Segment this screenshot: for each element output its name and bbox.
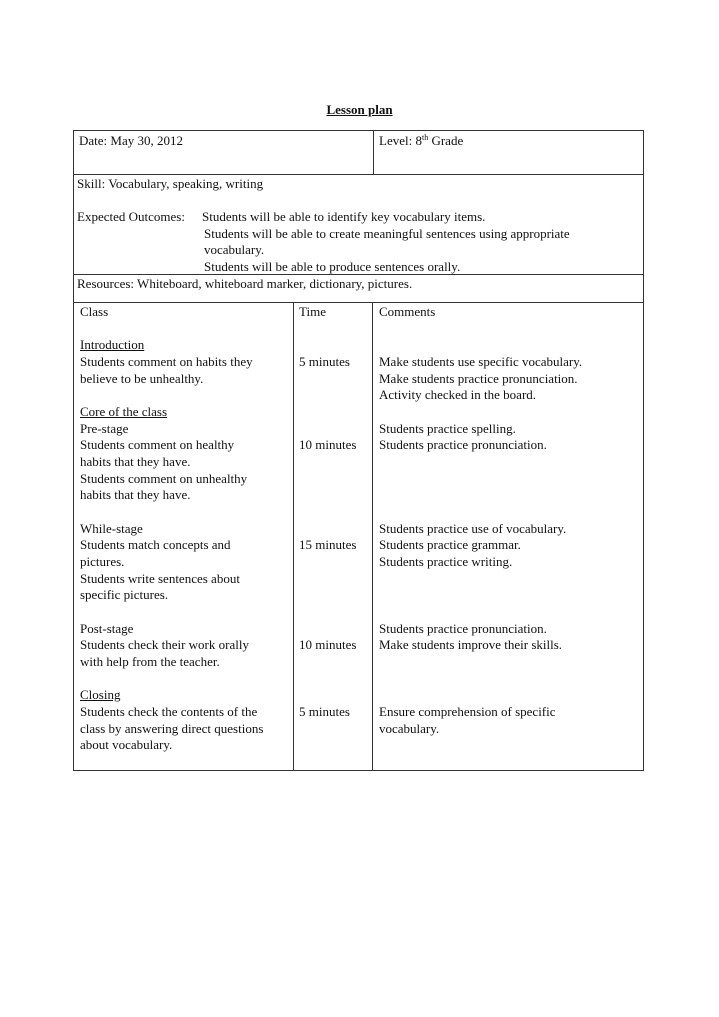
time-value: 15 minutes <box>299 537 357 552</box>
column-divider <box>293 302 294 770</box>
page-title: Lesson plan <box>326 102 393 117</box>
outcome-item: Students will be able to identify key vocabulary items. <box>202 209 486 224</box>
class-line: class by answering direct questions <box>80 721 264 736</box>
time-value: 10 minutes <box>299 437 357 452</box>
comment-line: vocabulary. <box>379 721 440 736</box>
class-line: habits that they have. <box>80 487 191 502</box>
column-divider <box>372 302 373 770</box>
outcome-item: Students will be able to create meaningful sentences using appropriate <box>204 226 570 241</box>
class-line: Students match concepts and <box>80 537 231 552</box>
class-line: Students check their work orally <box>80 637 249 652</box>
section-heading-introduction: Introduction <box>80 337 145 352</box>
lesson-resources: Resources: Whiteboard, whiteboard marker, dictionary, pictures. <box>77 276 413 291</box>
column-header-class: Class <box>80 304 109 319</box>
comment-line: Make students improve their skills. <box>379 637 563 652</box>
class-line: pictures. <box>80 554 125 569</box>
class-line: habits that they have. <box>80 454 191 469</box>
comment-line: Make students use specific vocabulary. <box>379 354 583 369</box>
class-line: with help from the teacher. <box>80 654 220 669</box>
lesson-date: Date: May 30, 2012 <box>79 133 183 148</box>
comment-line: Students practice writing. <box>379 554 513 569</box>
class-line: Students check the contents of the <box>80 704 258 719</box>
column-header-time: Time <box>299 304 326 319</box>
class-line: believe to be unhealthy. <box>80 371 204 386</box>
class-line: Students comment on unhealthy <box>80 471 248 486</box>
section-heading-core: Core of the class <box>80 404 168 419</box>
stage-heading-pre: Pre-stage <box>80 421 129 436</box>
time-value: 10 minutes <box>299 637 357 652</box>
column-header-comments: Comments <box>379 304 436 319</box>
time-value: 5 minutes <box>299 354 350 369</box>
comment-line: Activity checked in the board. <box>379 387 537 402</box>
lesson-level: Level: 8th Grade <box>379 133 464 148</box>
lesson-skill: Skill: Vocabulary, speaking, writing <box>77 176 264 191</box>
stage-heading-while: While-stage <box>80 521 143 536</box>
stage-heading-post: Post-stage <box>80 621 134 636</box>
resources-line <box>74 302 643 303</box>
outcome-item: Students will be able to produce sentences orally. <box>204 259 461 274</box>
class-line: about vocabulary. <box>80 737 173 752</box>
class-line: Students comment on healthy <box>80 437 235 452</box>
header-divider <box>373 131 374 174</box>
time-value: 5 minutes <box>299 704 350 719</box>
class-line: Students write sentences about <box>80 571 240 586</box>
comment-line: Students practice pronunciation. <box>379 621 547 636</box>
class-line: specific pictures. <box>80 587 169 602</box>
outcomes-label: Expected Outcomes: <box>77 209 185 224</box>
lesson-table <box>73 274 644 771</box>
class-line: Students comment on habits they <box>80 354 253 369</box>
comment-line: Ensure comprehension of specific <box>379 704 556 719</box>
comment-line: Make students practice pronunciation. <box>379 371 578 386</box>
lesson-header-box <box>73 130 644 275</box>
comment-line: Students practice spelling. <box>379 421 516 436</box>
comment-line: Students practice pronunciation. <box>379 437 547 452</box>
section-heading-closing: Closing <box>80 687 121 702</box>
header-row-line <box>74 174 643 175</box>
outcome-item: vocabulary. <box>204 242 265 257</box>
comment-line: Students practice use of vocabulary. <box>379 521 567 536</box>
comment-line: Students practice grammar. <box>379 537 521 552</box>
